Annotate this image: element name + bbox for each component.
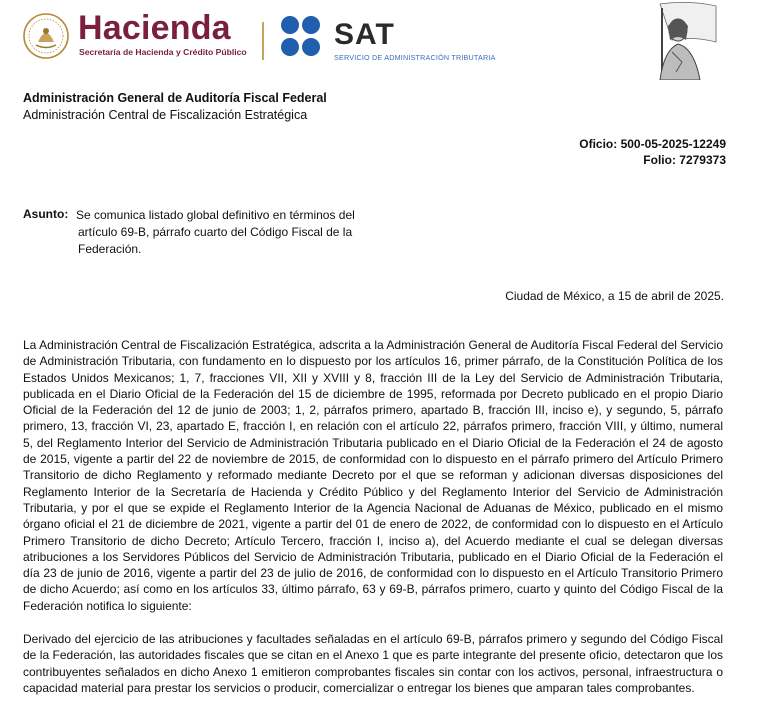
- letterhead: [0, 0, 769, 80]
- sat-dots-logo-icon: [278, 14, 328, 62]
- oficio-number: Oficio: 500-05-2025-12249: [579, 137, 726, 151]
- patria-portrait-icon: [620, 0, 720, 80]
- sat-subtitle: SERVICIO DE ADMINISTRACIÓN TRIBUTARIA: [334, 53, 496, 62]
- body-paragraph-1: La Administración Central de Fiscalización Estratégica, adscrita a la Administración General de Auditoría Fiscal Federal del Servicio de Administración Tributaria, con fundamento en lo dispuesto por los artículos 16, primer párrafo, de la Constitución Política de los Estados Unidos Mexicanos; 1, 7, fracciones VII, XII y XVIII y 8, fracción III de la Ley del Servicio de Administración Tributaria, publicada en el Diario Oficial de la Federación del 15 de diciembre de 1995, reformada por Decreto publicado en el propio Diario Oficial de la Federación del 12 de junio de 2003; 1, 2, párrafos primero, apartado B, fracción III, inciso e), y segundo, 5, párrafo primero, 13, fracción VI, 23, apartado E, fracción I, en relación con el artículo 22, párrafos primero, fracción VIII, y último, numeral 5, del Reglamento Interior del Servicio de Administración Tributaria publicado en el Diario Oficial de la Federación el 24 de agosto de 2015, vigente a partir del 22 de noviembre de 2015, de conformidad con lo dispuesto en el párrafo primero del Artículo Primero Transitorio de dicho Reglamento y reformado mediante Decreto por el que se reforman y adicionan diversas disposiciones del Reglamento Interior de la Secretaría de Hacienda y Crédito Público y del Reglamento Interior del Servicio de Administración Tributaria, y por el que se expide el Reglamento Interior de la Agencia Nacional de Aduanas de México, publicado en el mismo órgano oficial el 21 de diciembre de 2021, vigente a partir del 01 de enero de 2022, de conformidad con lo dispuesto en el Artículo Primero Transitorio de dicho Decreto; Artículo Tercero, fracción I, inciso a), del Acuerdo mediante el cual se delegan diversas atribuciones a los Servidores Públicos del Servicio de Administración Tributaria, publicado en el Diario Oficial de la Federación el día 23 de junio de 2016, vigente a partir del 23 de julio de 2016, de conformidad con lo dispuesto en el Artículo Transitorio Primero de dicho Acuerdo; así como en los artículos 33, último párrafo, 63 y 69-B, párrafos primero, cuarto y quinto del Código Fiscal de la Federación notifica lo siguiente:: [23, 338, 723, 613]
- sat-title: SAT: [334, 18, 395, 51]
- date-line: Ciudad de México, a 15 de abril de 2025.: [505, 289, 724, 303]
- hacienda-subtitle: Secretaría de Hacienda y Crédito Público: [79, 47, 247, 57]
- admin-general: Administración General de Auditoría Fiscal Federal: [23, 91, 327, 105]
- asunto-label: Asunto:: [23, 207, 69, 221]
- admin-central: Administración Central de Fiscalización Estratégica: [23, 108, 308, 122]
- header-divider: [262, 22, 264, 60]
- asunto-text: Se comunica listado global definitivo en términos del artículo 69-B, párrafo cuarto del Código Fiscal de la Federación.: [76, 208, 355, 256]
- hacienda-title: Hacienda: [78, 9, 231, 47]
- folio-number: Folio: 7279373: [643, 153, 726, 167]
- body-paragraph-2: Derivado del ejercicio de las atribuciones y facultades señaladas en el artículo 69-B, párrafos primero y segundo del Código Fiscal de la Federación, las autoridades fiscales que se citan en el Anexo 1 que es parte integrante del presente oficio, detectaron que los contribuyentes señalados en dicho Anexo 1 emitieron comprobantes fiscales sin contar con los activos, personal, infraestructura o capacidad material para prestar los servicios o producir, comercializar o entregar los bienes que amparan tales comprobantes.: [23, 632, 723, 695]
- mexico-seal-icon: [22, 12, 70, 60]
